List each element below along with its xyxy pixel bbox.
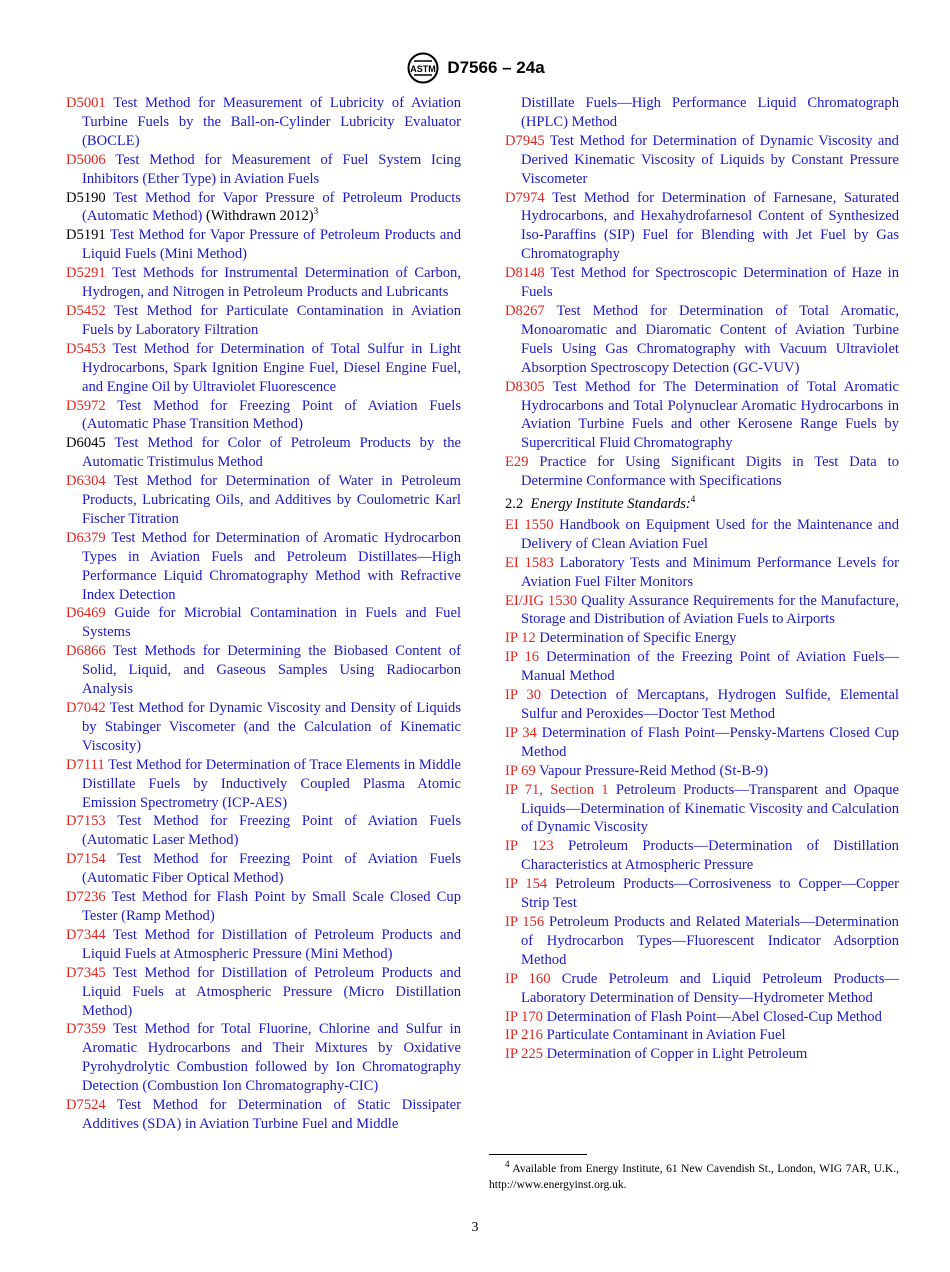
reference-code-link[interactable]: D6469 <box>66 605 106 622</box>
reference-title-link[interactable]: Test Method for Flash Point by Small Scale Closed Cup Tester (Ramp Method) <box>82 889 462 924</box>
reference-code-link[interactable]: IP 216 <box>505 1027 543 1044</box>
reference-entry <box>66 189 461 227</box>
reference-code-link[interactable]: D5453 <box>66 340 106 357</box>
reference-title-link[interactable]: Test Method for Determination of Total Aromatic, Monoaromatic and Diaromatic Content of Aviation Turbine Fuels Using Gas Chromatography with Vacuum Ultraviolet Absorption Spectroscopy Detection (GC-VUV) <box>521 302 899 376</box>
reference-code-link[interactable]: IP 225 <box>505 1046 543 1063</box>
standard-designation: D7566 – 24a <box>447 58 545 77</box>
reference-entry <box>505 648 899 686</box>
footnote-marker: 4 <box>505 1159 510 1170</box>
reference-entry <box>66 812 461 850</box>
reference-entry <box>66 226 461 264</box>
footnote-divider <box>489 1154 587 1155</box>
reference-entry <box>505 592 899 630</box>
reference-title-link[interactable]: Determination of Specific Energy <box>539 630 737 647</box>
reference-title-link[interactable]: Vapour Pressure-Reid Method (St-B-9) <box>539 762 769 779</box>
reference-title-link[interactable]: Test Method for Total Fluorine, Chlorine and Sulfur in Aromatic Hydrocarbons and Their Mixtures by Oxidative Pyrohydrolytic Combustion followed by Ion Chromatography Detection (Combustion Ion Chromatography-CIC) <box>82 1021 461 1095</box>
reference-entry <box>505 629 899 648</box>
reference-entry <box>505 762 899 781</box>
section-footnote-marker[interactable]: 4 <box>690 494 696 505</box>
reference-entry <box>505 1045 899 1064</box>
reference-code-link[interactable]: E29 <box>505 454 529 471</box>
reference-entry <box>505 970 899 1008</box>
reference-code-link[interactable]: D7345 <box>66 964 106 981</box>
reference-code-link[interactable]: IP 123 <box>505 838 554 855</box>
reference-entry <box>66 302 461 340</box>
reference-continuation: Distillate Fuels—High Performance Liquid Chromatograph (HPLC) Method <box>521 95 899 130</box>
reference-entry <box>505 913 899 970</box>
reference-code-link[interactable]: D7945 <box>505 132 545 149</box>
reference-entry <box>66 1020 461 1096</box>
reference-entry <box>66 151 461 189</box>
reference-title-link[interactable]: Test Method for Measurement of Lubricity of Aviation Turbine Fuels by the Ball-on-Cylinder Lubricity Evaluator (BOCLE) <box>82 95 461 149</box>
reference-title-link[interactable]: Test Method for Distillation of Petroleum Products and Liquid Fuels at Atmospheric Pressure (Mini Method) <box>82 926 461 962</box>
reference-code-link[interactable]: D7042 <box>66 700 106 716</box>
reference-code-link[interactable]: D6304 <box>66 473 106 490</box>
reference-title-link[interactable]: Test Method for Particulate Contamination in Aviation Fuels by Laboratory Filtration <box>82 302 461 338</box>
withdrawn-note: (Withdrawn 2012) <box>202 208 314 225</box>
reference-entry <box>505 1008 899 1027</box>
reference-entry <box>505 554 899 592</box>
reference-code-link[interactable]: D7236 <box>66 889 106 906</box>
reference-title-link[interactable]: Test Method for Dynamic Viscosity and Density of Liquids by Stabinger Viscometer (and the Calculation of Kinematic Viscosity) <box>82 700 461 754</box>
right-column <box>505 94 899 1064</box>
reference-title-link[interactable]: Test Method for Measurement of Fuel System Icing Inhibitors (Ether Type) in Aviation Fuels <box>82 151 461 187</box>
page-header <box>0 52 950 84</box>
reference-code-link[interactable]: D8148 <box>505 265 545 282</box>
reference-code-link[interactable]: D5452 <box>66 302 106 319</box>
reference-entry <box>66 529 461 605</box>
reference-entry <box>66 604 461 642</box>
reference-title-link[interactable]: Test Method for Freezing Point of Aviation Fuels (Automatic Fiber Optical Method) <box>82 851 461 887</box>
reference-code-link[interactable]: EI 1583 <box>505 554 554 571</box>
reference-entry <box>66 926 461 964</box>
reference-code-link[interactable]: D6866 <box>66 643 106 660</box>
reference-title-link[interactable]: Determination of Flash Point—Pensky-Martens Closed Cup Method <box>521 724 899 760</box>
reference-title-link[interactable]: Test Method for Determination of Dynamic Viscosity and Derived Kinematic Viscosity of Liquids by Constant Pressure Viscometer <box>521 132 899 187</box>
reference-code-link[interactable]: IP 12 <box>505 630 536 647</box>
reference-title-link[interactable]: Practice for Using Significant Digits in Test Data to Determine Conformance with Specifications <box>521 454 899 490</box>
reference-code-link[interactable]: D6379 <box>66 529 106 546</box>
reference-code-link[interactable]: D6045 <box>66 435 106 452</box>
reference-code-link[interactable]: IP 170 <box>505 1008 543 1025</box>
reference-title-link[interactable]: Test Method for Spectroscopic Determination of Haze in Fuels <box>521 265 899 301</box>
reference-title-link[interactable]: Determination of Flash Point—Abel Closed-Cup Method <box>546 1008 882 1025</box>
reference-title-link[interactable]: Petroleum Products—Transparent and Opaque Liquids—Determination of Kinematic Viscosity and Calculation of Dynamic Viscosity <box>521 781 899 836</box>
reference-code-link[interactable]: IP 16 <box>505 649 540 666</box>
reference-code-link[interactable]: EI/JIG 1530 <box>505 592 578 609</box>
reference-title-link[interactable]: Laboratory Tests and Minimum Performance Levels for Aviation Fuel Filter Monitors <box>521 554 899 590</box>
reference-title-link[interactable]: Detection of Mercaptans, Hydrogen Sulfide, Elemental Sulfur and Peroxides—Doctor Test Method <box>521 687 899 722</box>
astm-reference-list-right <box>505 132 899 491</box>
reference-title-link[interactable]: Petroleum Products—Corrosiveness to Copper—Copper Strip Test <box>521 876 899 912</box>
reference-title-link[interactable]: Test Method for Determination of Aromatic Hydrocarbon Types in Aviation Fuels and Petroleum Distillates—High Performance Liquid Chromatography Method with Refractive Index Detection <box>82 529 461 603</box>
page-number: 3 <box>471 1220 479 1235</box>
reference-entry <box>505 264 899 302</box>
section-2-2-heading <box>505 495 899 514</box>
reference-title-link[interactable]: Test Method for Determination of Trace Elements in Middle Distillate Fuels by Inductively Coupled Plasma Atomic Emission Spectrometry (ICP-AES) <box>82 756 461 811</box>
reference-code-link[interactable]: D5291 <box>66 265 106 282</box>
reference-entry <box>505 378 899 454</box>
reference-entry <box>505 302 899 378</box>
reference-entry <box>505 837 899 875</box>
reference-code-link[interactable]: D7524 <box>66 1097 106 1114</box>
reference-entry <box>505 189 899 265</box>
section-title: Energy Institute Standards: <box>530 496 691 513</box>
reference-title-link[interactable]: Test Methods for Determining the Biobased Content of Solid, Liquid, and Gaseous Samples Using Radiocarbon Analysis <box>82 643 461 698</box>
reference-entry <box>66 264 461 302</box>
reference-entry <box>66 1096 461 1134</box>
reference-entry <box>505 1026 899 1045</box>
reference-entry <box>505 781 899 838</box>
astm-logo-text: ASTM <box>410 64 437 74</box>
section-number: 2.2 <box>505 496 524 513</box>
reference-entry <box>505 686 899 724</box>
astm-logo-icon <box>405 52 441 84</box>
reference-entry <box>66 642 461 699</box>
reference-title-link[interactable]: Test Method for Determination of Water in Petroleum Products, Lubricating Oils, and Additives by Coulometric Karl Fischer Titration <box>82 473 462 527</box>
reference-code-link[interactable]: D7974 <box>505 189 545 206</box>
reference-entry <box>66 94 461 151</box>
reference-code-link[interactable]: D5972 <box>66 397 106 414</box>
reference-title-link[interactable]: Test Method for Freezing Point of Aviation Fuels (Automatic Phase Transition Method) <box>82 397 461 433</box>
reference-code-link[interactable]: D5001 <box>66 95 106 111</box>
reference-entry <box>66 888 461 926</box>
reference-title-link[interactable]: Crude Petroleum and Liquid Petroleum Products—Laboratory Determination of Density—Hydrometer Method <box>521 970 899 1006</box>
reference-code-link[interactable]: D7154 <box>66 851 106 868</box>
energy-institute-reference-list <box>505 516 899 1064</box>
reference-title-link[interactable]: Guide for Microbial Contamination in Fuels and Fuel Systems <box>82 605 461 641</box>
reference-title-link[interactable]: Petroleum Products and Related Materials—Determination of Hydrocarbon Types—Fluorescent Indicator Adsorption Method <box>521 913 899 968</box>
reference-code-link[interactable]: IP 69 <box>505 762 536 779</box>
reference-title-link[interactable]: Quality Assurance Requirements for the Manufacture, Storage and Distribution of Aviation Fuels to Airports <box>521 592 899 628</box>
reference-code-link[interactable]: D7344 <box>66 926 106 943</box>
reference-code-link[interactable]: D8305 <box>505 378 545 395</box>
reference-code-link[interactable]: D5006 <box>66 151 106 168</box>
reference-entry <box>66 434 461 472</box>
reference-entry <box>66 472 461 529</box>
reference-entry <box>66 850 461 888</box>
reference-code-link[interactable]: D7153 <box>66 813 106 830</box>
left-column <box>66 94 461 1134</box>
reference-code-link[interactable]: D5190 <box>66 189 106 206</box>
reference-code-link[interactable]: IP 160 <box>505 970 551 987</box>
reference-entry <box>66 340 461 397</box>
reference-entry <box>505 724 899 762</box>
reference-entry <box>66 699 461 756</box>
reference-title-link[interactable]: Test Method for Vapor Pressure of Petroleum Products and Liquid Fuels (Mini Method) <box>82 227 461 263</box>
reference-code-link[interactable]: IP 71, Section 1 <box>505 781 609 798</box>
reference-title-link[interactable]: Petroleum Products—Determination of Distillation Characteristics at Atmospheric Pressure <box>521 838 899 874</box>
reference-code-link[interactable]: IP 30 <box>505 687 542 704</box>
reference-title-link[interactable]: Test Method for Determination of Total Sulfur in Light Hydrocarbons, Spark Ignition Engine Fuel, Diesel Engine Fuel, and Engine Oil by Ultraviolet Fluorescence <box>82 340 461 395</box>
reference-code-link[interactable]: D5191 <box>66 227 106 244</box>
reference-title-link[interactable]: Test Method for The Determination of Total Aromatic Hydrocarbons and Total Polynuclear Aromatic Hydrocarbons in Aviation Turbine Fuels and other Kerosene Range Fuels by Supercritical Fluid Chromatography <box>521 378 899 452</box>
reference-code-link[interactable]: IP 156 <box>505 913 545 930</box>
reference-entry <box>505 132 899 189</box>
reference-title-link[interactable]: Handbook on Equipment Used for the Maintenance and Delivery of Clean Aviation Fuel <box>521 516 899 552</box>
reference-title-link[interactable]: Test Method for Freezing Point of Aviation Fuels (Automatic Laser Method) <box>82 813 461 849</box>
reference-title-link[interactable]: Test Method for Distillation of Petroleum Products and Liquid Fuels at Atmospheric Pressure (Micro Distillation Method) <box>82 964 461 1019</box>
footnote <box>489 1159 899 1193</box>
reference-title-link[interactable]: Test Method for Determination of Static Dissipater Additives (SDA) in Aviation Turbine Fuel and Middle <box>82 1097 461 1132</box>
reference-code-link[interactable]: D7111 <box>66 756 105 773</box>
footnote-marker[interactable]: 3 <box>313 206 319 217</box>
reference-entry <box>505 453 899 491</box>
reference-title-link[interactable]: Test Methods for Instrumental Determination of Carbon, Hydrogen, and Nitrogen in Petroleum Products and Lubricants <box>82 265 461 301</box>
reference-code-link[interactable]: IP 34 <box>505 724 537 741</box>
reference-entry <box>505 516 899 554</box>
reference-code-link[interactable]: EI 1550 <box>505 516 554 533</box>
reference-title-link[interactable]: Test Method for Determination of Farnesane, Saturated Hydrocarbons, and Hexahydrofarnesol Content of Synthesized Iso-Paraffins (SIP) Fuel for Blending with Jet Fuel by Gas Chromatography <box>521 189 900 263</box>
reference-title-link[interactable]: Test Method for Color of Petroleum Products by the Automatic Tristimulus Method <box>82 435 461 471</box>
reference-entry <box>66 964 461 1021</box>
reference-code-link[interactable]: D8267 <box>505 302 545 319</box>
footnote-text: Available from Energy Institute, 61 New Cavendish St., London, WIG 7AR, U.K., http://www.energyinst.org.uk. <box>489 1163 899 1191</box>
reference-entry <box>505 875 899 913</box>
reference-title-link[interactable]: Determination of the Freezing Point of Aviation Fuels—Manual Method <box>521 649 899 685</box>
reference-title-link[interactable]: Determination of Copper in Light Petroleum <box>546 1046 808 1063</box>
reference-title-link[interactable]: Test Method for Vapor Pressure of Petroleum Products (Automatic Method) <box>82 189 461 225</box>
reference-entry <box>66 756 461 813</box>
reference-title-link[interactable]: Particulate Contaminant in Aviation Fuel <box>546 1027 786 1044</box>
reference-code-link[interactable]: D7359 <box>66 1021 106 1038</box>
reference-entry <box>66 397 461 435</box>
reference-code-link[interactable]: IP 154 <box>505 876 548 893</box>
